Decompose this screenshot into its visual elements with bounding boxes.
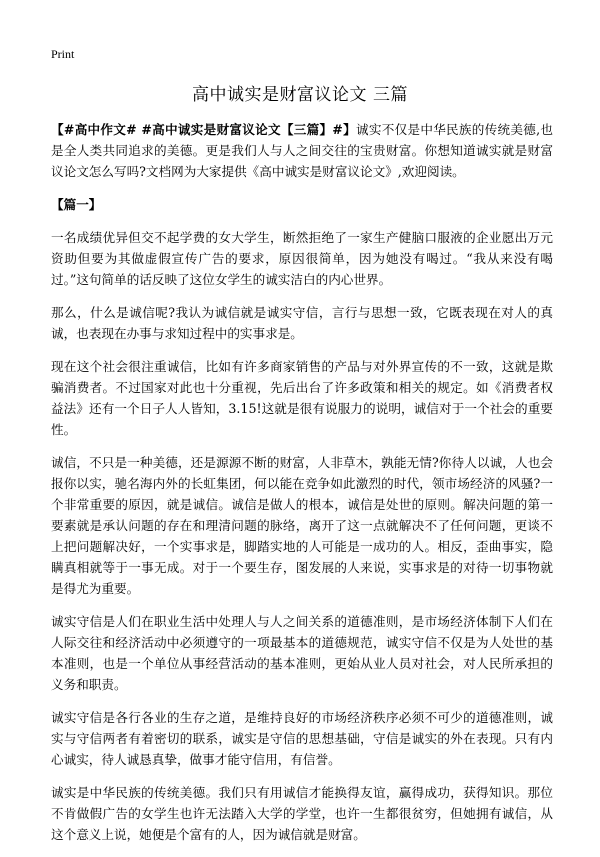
paragraph-5: 诚实守信是人们在职业生活中处理人与人之间关系的道德准则，是市场经济体制下人们在人际交往和经济活动中必须遵守的一项最基本的道德规范，诚实守信不仅是为人处世的基本准则，也是一个单位从事经营活动的基本准则，更始从业人员对社会，对人民所承担的义务和职责。 [51,614,553,692]
paragraph-6: 诚实守信是各行各业的生存之道，是维持良好的市场经济秩序必须不可少的道德准则，诚实与守信两者有着密切的联系，诚实是守信的思想基础，守信是诚实的外在表现。只有内心诚实，待人诚恳真挚，做事才能守信用，有信誉。 [51,710,553,767]
paragraph-3: 现在这个社会很注重诚信，比如有许多商家销售的产品与对外界宣传的不一致，这就是欺骗消费者。不过国家对此也十分重视，先后出台了许多政策和相关的规定。如《消费者权益法》还有一个日子人人皆知，3.15!这就是很有说服力的说明，诚信对于一个社会的重要性。 [51,359,553,437]
article-body [51,119,553,857]
paragraph-1: 一名成绩优异但交不起学费的女大学生，断然拒绝了一家生产健脑口服液的企业愿出万元资助但要为其做虚假宣传广告的要求，原因很简单，因为她没有喝过。“我从来没有喝过。”这句简单的话反映了这位女学生的诚实洁白的内心世界。 [51,230,553,287]
print-label[interactable]: Print [51,47,75,61]
intro-tags: 【#高中作文# #高中诚实是财富议论文【三篇】#】 [51,122,356,137]
paragraph-7: 诚实是中华民族的传统美德。我们只有用诚信才能换得友谊，赢得成功，获得知识。那位不肯做假广告的女学生也许无法踏入大学的学堂，也许一生都很贫穷，但她拥有诚信，从这个意义上说，她便是个富有的人，因为诚信就是财富。 [51,785,553,842]
section-heading: 【篇一】 [51,197,102,212]
page-title: 高中诚实是财富议论文 三篇 [192,85,408,105]
paragraph-4: 诚信，不只是一种美德，还是源源不断的财富，人非草木，孰能无情?你待人以诚，人也会报你以实，驰名海内外的长虹集团，何以能在竞争如此激烈的时代，领市场经济的风骚?一个非常重要的原因，就是诚信。诚信是做人的根本，诚信是处世的原则。解决问题的第一要素就是承认问题的存在和理清问题的脉络，离开了这一点就解决不了任何问题，更谈不上把问题解决好，一个实事求是，脚踏实地的人可能是一成功的人。相反，歪曲事实，隐瞒真相就等于一事无成。对于一个要生存，图发展的人来说，实事求是的对待一切事物就是得尤为重要。 [51,455,553,596]
paragraph-2: 那么，什么是诚信呢?我认为诚信就是诚实守信，言行与思想一致，它既表现在对人的真诚，也表现在办事与求知过程中的实事求是。 [51,305,553,341]
intro-text: 诚实不仅是中华民族的传统美德,也是全人类共同追求的美德。更是我们人与人之间交往的宝贵财富。你想知道诚实就是财富议论文怎么写吗?文档网为大家提供《高中诚实是财富议论文》,欢迎阅读。 [51,122,553,179]
intro-paragraph [51,119,553,182]
